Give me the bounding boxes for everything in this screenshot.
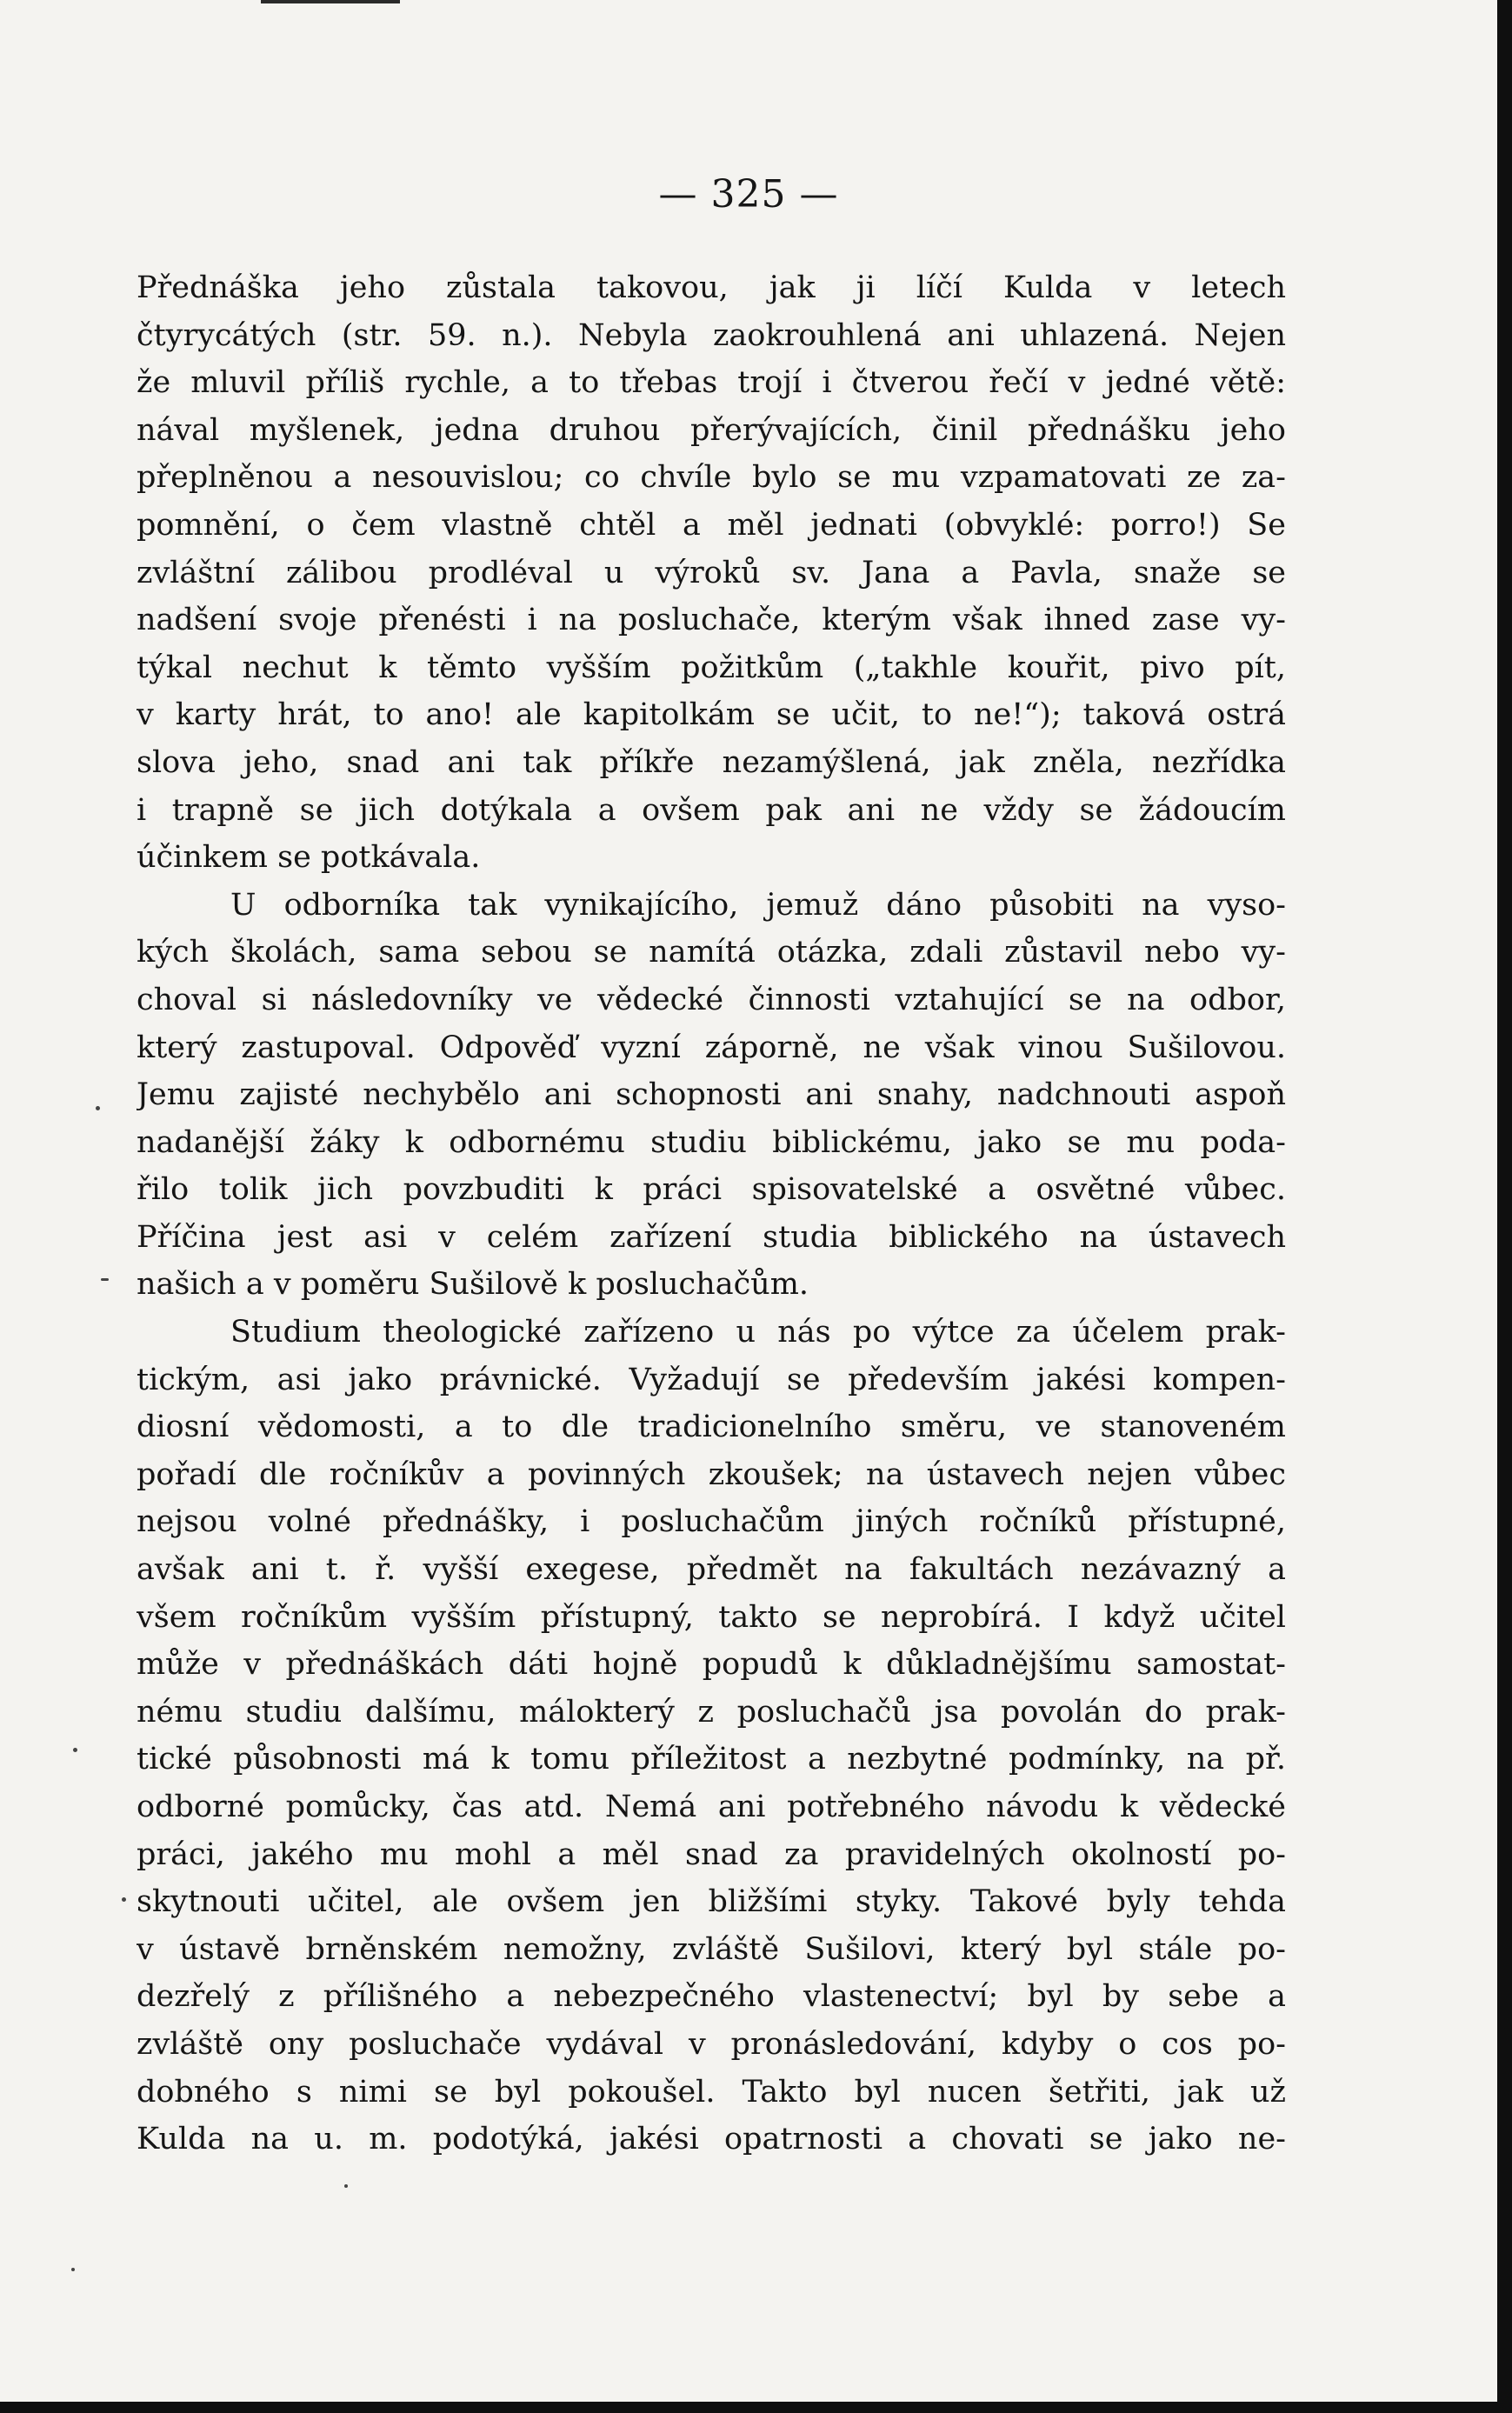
body-text [137,264,1286,2163]
text-line: nadanější žáky k odbornému studiu biblickému, jako se mu poda- [137,1124,1286,1160]
text-line: v karty hrát, to ano! ale kapitolkám se učit, to ne!“); taková ostrá [137,697,1286,733]
scan-border-right [1497,0,1512,2413]
text-line: pořadí dle ročníkův a povinných zkoušek; na ústavech nejen vůbec [137,1456,1286,1492]
text-line: skytnouti učitel, ale ovšem jen bližšími styky. Takové byly tehda [137,1884,1286,1920]
scan-speck [73,1748,77,1752]
text-line: řilo tolik jich povzbuditi k práci spisovatelské a osvětné vůbec. [137,1172,1286,1208]
text-line: tickým, asi jako právnické. Vyžadují se především jakési kompen- [137,1362,1286,1397]
text-line: zvláště ony posluchače vydával v pronásledování, kdyby o cos po- [137,2026,1286,2062]
text-line: nejsou volné přednášky, i posluchačům jiných ročníků přístupné, [137,1504,1286,1540]
text-line: Studium theologické zařízeno u nás po výtce za účelem prak- [230,1315,1286,1350]
text-line: avšak ani t. ř. vyšší exegese, předmět na fakultách nezávazný a [137,1552,1286,1588]
text-line: že mluvil příliš rychle, a to třebas trojí i čtverou řečí v jedné větě: [137,365,1286,401]
text-line: zvláštní zálibou prodléval u výroků sv. Jana a Pavla, snaže se [137,555,1286,590]
text-line: tické působnosti má k tomu příležitost a nezbytné podmínky, na př. [137,1742,1286,1777]
text-line: pomnění, o čem vlastně chtěl a měl jednati (obvyklé: porro!) Se [137,507,1286,543]
text-line: dezřelý z přílišného a nebezpečného vlastenectví; byl by sebe a [137,1979,1286,2015]
scan-speck [101,1278,109,1281]
scan-speck [96,1106,100,1110]
text-line: dobného s nimi se byl pokoušel. Takto byl nucen šetřiti, jak už [137,2074,1286,2110]
text-line: kých školách, sama sebou se namítá otázka, zdali zůstavil nebo vy- [137,935,1286,970]
text-line: Přednáška jeho zůstala takovou, jak ji líčí Kulda v letech [137,270,1286,305]
scan-speck [71,2268,75,2271]
text-line: přeplněnou a nesouvislou; co chvíle bylo se mu vzpamatovati ze za- [137,460,1286,496]
text-line: může v přednáškách dáti hojně popudů k důkladnějšímu samostat- [137,1647,1286,1683]
text-line: čtyrycátých (str. 59. n.). Nebyla zaokrouhlená ani uhlazená. Nejen [137,317,1286,353]
text-line: který zastupoval. Odpověď vyzní záporně, ne však vinou Sušilovou. [137,1030,1286,1065]
scan-speck [122,1897,126,1902]
text-line: všem ročníkům vyšším přístupný, takto se neprobírá. I když učitel [137,1599,1286,1635]
text-line: nadšení svoje přenésti i na posluchače, kterým však ihned zase vy- [137,603,1286,638]
page-number: — 325 — [658,172,839,217]
scan-speck [344,2184,348,2188]
text-line: týkal nechut k těmto vyšším požitkům („takhle kouřit, pivo pít, [137,650,1286,685]
text-line: i trapně se jich dotýkala a ovšem pak ani ne vždy se žádoucím [137,792,1286,828]
scan-border-bottom [0,2402,1512,2413]
text-line: diosní vědomosti, a to dle tradicionelního směru, ve stanoveném [137,1410,1286,1445]
text-line: našich a v poměru Sušilově k posluchačům. [137,1267,809,1303]
text-line: Kulda na u. m. podotýká, jakési opatrnosti a chovati se jako ne- [137,2122,1286,2157]
text-line: odborné pomůcky, čas atd. Nemá ani potřebného návodu k vědecké [137,1790,1286,1824]
text-line: Příčina jest asi v celém zařízení studia biblického na ústavech [137,1219,1286,1255]
scan-artifact-top [261,0,400,3]
text-line: U odborníka tak vynikajícího, jemuž dáno působiti na vyso- [230,887,1286,923]
text-line: práci, jakého mu mohl a měl snad za pravidelných okolností po- [137,1836,1286,1872]
text-line: nával myšlenek, jedna druhou přerývajících, činil přednášku jeho [137,412,1286,448]
text-line: nému studiu dalšímu, málokterý z posluchačů jsa povolán do prak- [137,1694,1286,1730]
text-line: Jemu zajisté nechybělo ani schopnosti ani snahy, nadchnouti aspoň [137,1077,1286,1113]
text-line: slova jeho, snad ani tak příkře nezamýšlená, jak zněla, nezřídka [137,744,1286,780]
text-line: choval si následovníky ve vědecké činnosti vztahující se na odbor, [137,982,1286,1017]
text-line: účinkem se potkávala. [137,840,481,876]
text-line: v ústavě brněnském nemožny, zvláště Sušilovi, který byl stále po- [137,1931,1286,1967]
